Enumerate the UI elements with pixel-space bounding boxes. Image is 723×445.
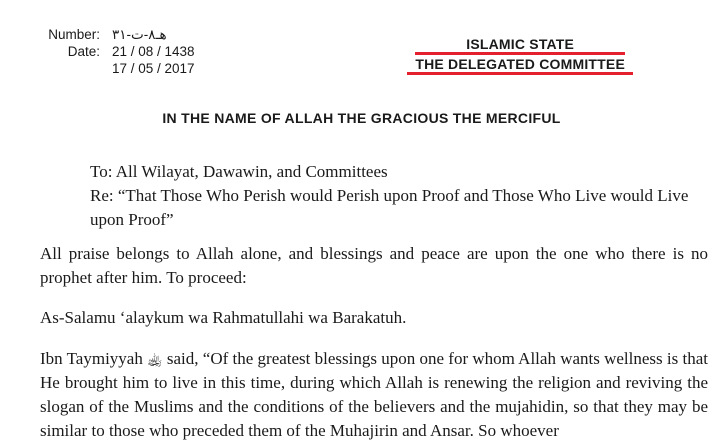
number-value: هـ٨-ت-٣١ bbox=[112, 27, 167, 42]
paragraph-quote: Ibn Taymiyyah ﵀ said, “Of the greatest blessings upon one for whom Allah wants wellness is that He brought him to live in this time, during which Allah is renewing the religion and reviving the slogan of the Muslims and the conditions of the believers and the mujahidin, so that they may be similar to those who preceded them of the Muhajirin and Ansar. So whoever bbox=[40, 349, 708, 440]
document-meta bbox=[40, 26, 195, 77]
document-heading: IN THE NAME OF ALLAH THE GRACIOUS THE MERCIFUL bbox=[162, 110, 561, 126]
date-gregorian: 17 / 05 / 2017 bbox=[112, 61, 195, 76]
org-committee: THE DELEGATED COMMITTEE bbox=[415, 55, 625, 75]
address-block bbox=[90, 160, 710, 232]
address-re: Re: “That Those Who Perish would Perish upon Proof and Those Who Live would Live upon Proof” bbox=[90, 186, 689, 229]
org-name: ISLAMIC STATE bbox=[415, 35, 625, 55]
organization-block bbox=[415, 35, 625, 75]
date-label: Date: bbox=[67, 44, 100, 59]
date-row bbox=[40, 43, 195, 60]
paragraph-praise: All praise belongs to Allah alone, and blessings and peace are upon the one who there is no prophet after him. To proceed: bbox=[40, 244, 708, 287]
org-committee-underline bbox=[407, 72, 633, 75]
number-label: Number: bbox=[48, 27, 100, 42]
number-row bbox=[40, 26, 195, 43]
paragraph-greeting: As-Salamu ‘alaykum wa Rahmatullahi wa Barakatuh. bbox=[40, 308, 407, 327]
date-hijri: 21 / 08 / 1438 bbox=[112, 44, 195, 59]
address-to: To: All Wilayat, Dawawin, and Committees bbox=[90, 162, 388, 181]
date-gregorian-row bbox=[40, 60, 195, 77]
